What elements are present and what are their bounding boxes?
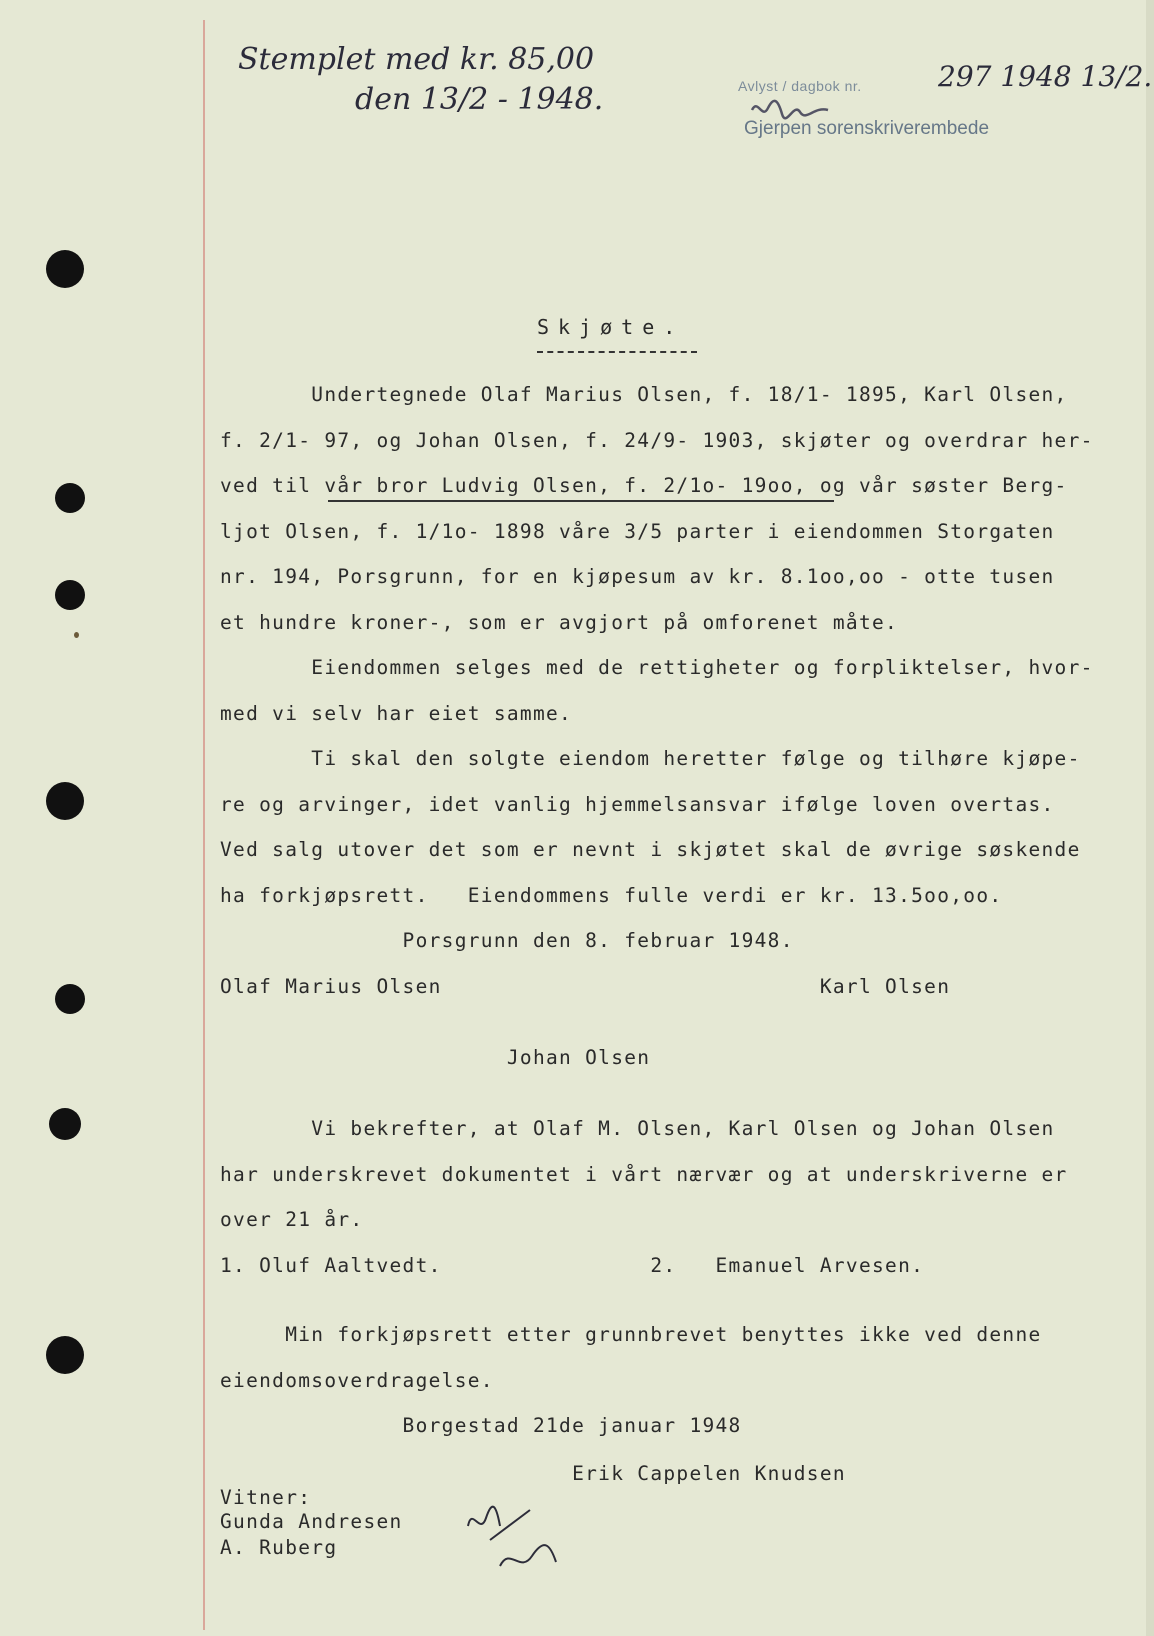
text-line: re og arvinger, idet vanlig hjemmelsansvar ifølge loven overtas. <box>220 793 1055 816</box>
text-line: Ti skal den solgte eiendom heretter følge og tilhøre kjøpe- <box>220 747 1081 770</box>
handwritten-signature-icon <box>460 1496 570 1586</box>
place-date-line: Borgestad 21de januar 1948 <box>220 1414 742 1437</box>
place-date-line: Porsgrunn den 8. februar 1948. <box>220 929 794 952</box>
handwritten-stamp-date: den 13/2 - 1948. <box>355 82 604 117</box>
punch-hole <box>46 250 84 288</box>
text-line: med vi selv har eiet samme. <box>220 702 573 725</box>
signatory-line: Erik Cappelen Knudsen <box>220 1462 846 1485</box>
text-line: et hundre kroner-, som er avgjort på omforenet måte. <box>220 611 899 634</box>
buyer-underline <box>328 500 834 502</box>
handwritten-stamp-note: Stemplet med kr. 85,00 <box>238 42 595 77</box>
stamp-office: Gjerpen sorenskriverembede <box>744 118 990 139</box>
text-line: ljot Olsen, f. 1/1o- 1898 våre 3/5 parter i eiendommen Storgaten <box>220 520 1055 543</box>
text-line: Undertegnede Olaf Marius Olsen, f. 18/1- 1895, Karl Olsen, <box>220 383 1068 406</box>
text-line: Vi bekrefter, at Olaf M. Olsen, Karl Olsen og Johan Olsen <box>220 1117 1055 1140</box>
stamp-label: Avlyst / dagbok nr. <box>738 78 862 94</box>
text-line: f. 2/1- 97, og Johan Olsen, f. 24/9- 1903, skjøter og overdrar her- <box>220 429 1094 452</box>
witnesses-line: 1. Oluf Aaltvedt. 2. Emanuel Arvesen. <box>220 1254 925 1277</box>
stamp-number: 297 1948 13/2. <box>938 60 1153 93</box>
signatory-line: Johan Olsen <box>220 1046 651 1069</box>
text-line: Ved salg utover det som er nevnt i skjøtet skal de øvrige søskende <box>220 838 1081 861</box>
text-line: eiendomsoverdragelse. <box>220 1369 494 1392</box>
punch-hole <box>55 984 85 1014</box>
page-edge <box>1146 0 1154 1636</box>
text-line: nr. 194, Porsgrunn, for en kjøpesum av kr. 8.1oo,oo - otte tusen <box>220 565 1055 588</box>
text-line: Eiendommen selges med de rettigheter og forpliktelser, hvor- <box>220 656 1094 679</box>
punch-hole <box>49 1108 81 1140</box>
punch-hole <box>46 782 84 820</box>
document-title: Skjøte. <box>537 315 685 339</box>
punch-hole <box>46 1336 84 1374</box>
ink-dot <box>74 632 79 638</box>
witness-name: Gunda Andresen <box>220 1510 403 1533</box>
text-line: ved til vår bror Ludvig Olsen, f. 2/1o- 19oo, og vår søster Berg- <box>220 474 1068 497</box>
punch-hole <box>55 580 85 610</box>
text-line: ha forkjøpsrett. Eiendommens fulle verdi er kr. 13.5oo,oo. <box>220 884 1003 907</box>
witnesses-label: Vitner: <box>220 1486 312 1509</box>
title-underline <box>537 351 697 353</box>
text-line: Min forkjøpsrett etter grunnbrevet benyttes ikke ved denne <box>220 1323 1042 1346</box>
margin-line <box>203 20 205 1630</box>
witness-name: A. Ruberg <box>220 1536 338 1559</box>
text-line: over 21 år. <box>220 1208 364 1231</box>
punch-hole <box>55 483 85 513</box>
text-line: har underskrevet dokumentet i vårt nærvær og at underskriverne er <box>220 1163 1068 1186</box>
signatories-line: Olaf Marius Olsen Karl Olsen <box>220 975 951 998</box>
